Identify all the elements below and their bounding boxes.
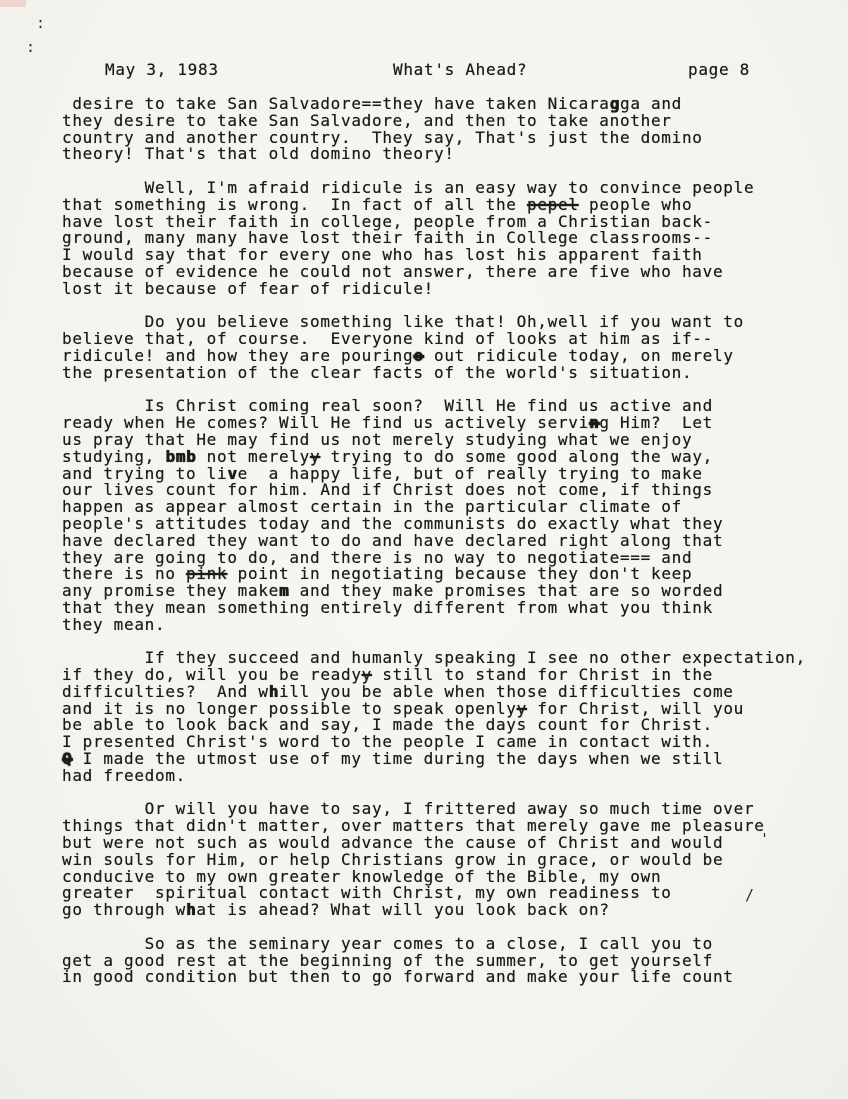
typed-over-text: n (588, 413, 600, 433)
typed-text: and it is no longer possible to speak openly (62, 698, 517, 718)
text-line (62, 902, 822, 919)
typed-text: ridicule! and how they are pouring (62, 345, 414, 365)
typed-text: not merely (196, 446, 310, 466)
typed-text: conducive to my own greater knowledge of the Bible, my own (62, 866, 662, 886)
typed-text: go through w (62, 900, 186, 920)
typed-text: Is Christ coming real soon? Will He find us active and (62, 396, 713, 416)
typed-text: I would say that for every one who has lost his apparent faith (62, 245, 703, 265)
typed-text: ground, many many have lost their faith in College classrooms-- (62, 228, 713, 248)
typed-text: desire to take San Salvadore==they have taken Nicara (62, 94, 610, 113)
typed-over-text: y (361, 665, 372, 685)
typed-text: had freedom. (62, 765, 186, 785)
text-line (62, 146, 822, 163)
typed-over-text: bmb (165, 446, 197, 466)
typed-text: still to stand for Christ in the (372, 665, 713, 685)
paragraph (62, 314, 822, 381)
typed-over-text: Q (62, 749, 73, 769)
typed-text: So as the seminary year comes to a close, I call you to (62, 933, 713, 953)
typed-text: difficulties? And w (62, 681, 269, 701)
typed-text: have declared they want to do and have declared right along that (62, 530, 724, 550)
text-line (62, 969, 822, 986)
typed-text: theory! That's that old domino theory! (62, 144, 455, 164)
typed-text: that they mean something entirely different from what you think (62, 597, 713, 617)
typed-text: ga and (619, 94, 682, 113)
typed-text: they are going to do, and there is no way to negotiate=== and (62, 547, 693, 567)
paragraph (62, 177, 822, 298)
header-date: May 3, 1983 (105, 60, 219, 79)
typed-over-text: y (310, 446, 321, 466)
typed-over-text: o (413, 345, 424, 365)
typed-text: believe that, of course. Everyone kind of looks at him as if-- (62, 329, 713, 349)
stray-mark: / (745, 886, 755, 904)
typed-text: in good condition but then to go forward and make your life count (62, 967, 734, 987)
typed-over-text: y (516, 698, 527, 718)
typed-text: Do you believe something like that! Oh,well if you want to (62, 312, 744, 332)
typed-text: Well, I'm afraid ridicule is an easy way to convince people (62, 177, 755, 197)
stray-mark: : (36, 14, 46, 32)
typed-text: trying to do some good along the way, (320, 446, 713, 466)
typed-text: they mean. (62, 614, 166, 634)
header-page-number: page 8 (688, 60, 750, 79)
typed-text: there is no (62, 564, 186, 584)
typed-text: people's attitudes today and the communists do exactly what they (62, 513, 724, 533)
typed-text: but were not such as would advance the cause of Christ and would (62, 833, 724, 853)
typed-text: have lost their faith in college, people from a Christian back- (62, 211, 713, 231)
typed-text: the presentation of the clear facts of the world's situation. (62, 362, 693, 382)
typed-text: and they make promises that are so worded (289, 581, 724, 601)
scan-edge-artifact (0, 0, 26, 7)
typed-over-text: h (186, 900, 197, 920)
typed-text: ready when He comes? Will He find us actively servi (62, 413, 589, 433)
typed-text: If they succeed and humanly speaking I see no other expectation, (62, 648, 806, 668)
typed-text: be able to look back and say, I made the days count for Christ. (62, 715, 713, 735)
typed-text: our lives count for him. And if Christ does not come, if things (62, 480, 713, 500)
typed-over-text: h (268, 681, 279, 701)
typed-text: things that didn't matter, over matters that merely gave me pleasure (62, 816, 765, 836)
typed-text: get a good rest at the beginning of the summer, to get yourself (62, 950, 713, 970)
typed-text: Or will you have to say, I frittered away so much time over (62, 799, 755, 819)
text-line (62, 597, 822, 617)
typed-over-text: v (227, 463, 238, 483)
header-title: What's Ahead? (393, 60, 528, 79)
typed-over-text: g (609, 94, 620, 113)
typed-over-text: m (279, 581, 290, 601)
typed-text: lost it because of fear of ridicule! (62, 278, 434, 298)
paragraph (62, 398, 822, 633)
typed-text: and trying to li (62, 463, 228, 483)
typed-text: at is ahead? What will you look back on? (196, 900, 610, 920)
typed-text: I presented Christ's word to the people I came in contact with. (62, 732, 713, 752)
stray-mark: : (26, 38, 36, 56)
typed-text: for Christ, will you (527, 698, 744, 718)
paragraph (62, 96, 822, 163)
paragraph (62, 650, 822, 784)
typed-text: if they do, will you be ready (62, 665, 362, 685)
document-body (62, 96, 822, 986)
typed-text: studying, (62, 446, 166, 466)
typed-text: greater spiritual contact with Christ, my own readiness to (62, 883, 672, 903)
typed-text: win souls for Him, or help Christians grow in grace, or would be (62, 849, 724, 869)
typed-text: out ridicule today, on merely (423, 345, 734, 365)
typed-text: people who (578, 194, 693, 214)
typed-text: any promise they make (62, 581, 279, 601)
typed-text: happen as appear almost certain in the particular climate of (62, 497, 682, 517)
paragraph (62, 933, 822, 987)
typed-text: g Him? Let (599, 413, 713, 433)
text-line (62, 614, 822, 634)
text-line (62, 362, 822, 382)
text-line (62, 278, 822, 298)
paragraph (62, 801, 822, 919)
typed-text: country and another country. They say, That's just the domino (62, 127, 703, 147)
text-line (62, 765, 822, 785)
typed-text: because of evidence he could not answer, there are five who have (62, 261, 724, 281)
typed-text: ill you be able when those difficulties come (279, 681, 734, 701)
typed-text: us pray that He may find us not merely studying what we enjoy (62, 429, 693, 449)
typed-text: point in negotiating because they don't keep (227, 564, 693, 584)
typed-text: they desire to take San Salvadore, and then to take another (62, 110, 672, 130)
typed-over-text: pepel (526, 194, 579, 214)
typed-text: I made the utmost use of my time during the days when we still (72, 749, 724, 769)
typed-text: that something is wrong. In fact of all the (62, 194, 527, 214)
typed-text: e a happy life, but of really trying to make (237, 463, 703, 483)
stray-mark: ' (760, 830, 770, 848)
typed-over-text: pink (186, 564, 228, 584)
